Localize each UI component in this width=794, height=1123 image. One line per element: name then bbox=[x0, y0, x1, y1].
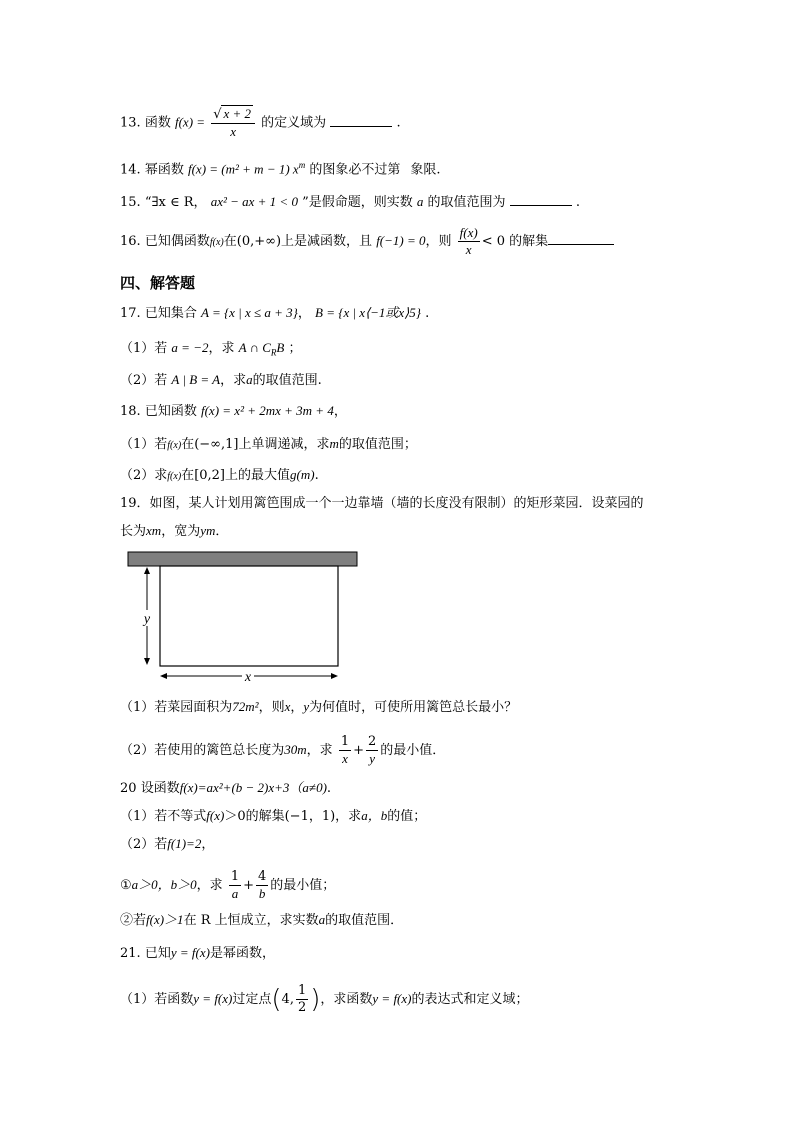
q17-p1-expression: A ∩ C bbox=[238, 340, 271, 355]
q13-denominator: x bbox=[230, 124, 236, 139]
part-label: （2）若使用的篱笆总长度为 bbox=[120, 743, 285, 758]
q18-p1-text-c: 的取值范围； bbox=[338, 437, 417, 452]
q17-p1-condition: a = −2 bbox=[171, 340, 209, 355]
question-number: 16. bbox=[120, 234, 141, 249]
q16-function: f(x) bbox=[209, 237, 224, 248]
question-number: 13. bbox=[120, 115, 141, 131]
part-label: （2）求 bbox=[120, 468, 168, 483]
numerator: 1 bbox=[297, 983, 307, 998]
q16-denominator: x bbox=[465, 242, 472, 257]
part-label: （2）若 bbox=[120, 373, 168, 388]
point-x: 4, bbox=[281, 992, 294, 1007]
q19-p2-text-c: 的最小值． bbox=[380, 743, 446, 758]
q20-end: . bbox=[326, 781, 332, 796]
numerator: 2 bbox=[368, 734, 377, 749]
question-18 bbox=[120, 401, 347, 422]
q20-p1-function: f(x) bbox=[206, 808, 225, 823]
q18-function: f(x) = x² + 2mx + 3m + 4 bbox=[200, 403, 334, 418]
denominator: 2 bbox=[297, 1000, 307, 1015]
q18-text-a: 已知函数 bbox=[144, 404, 197, 419]
q20-p1-vars: a，b bbox=[361, 808, 388, 823]
q16-fraction bbox=[458, 225, 480, 258]
q21-p1-text-c: 的表达式和定义域； bbox=[411, 992, 529, 1007]
q19-p2-text-b: ，求 bbox=[306, 743, 333, 758]
question-20-part-2a bbox=[120, 869, 335, 902]
q18-p2-text-a: 在 bbox=[181, 468, 195, 483]
q13-function: f(x) = bbox=[174, 114, 206, 130]
y-dimension-label: y bbox=[143, 612, 151, 627]
q17-p1-subscript: R bbox=[270, 347, 277, 358]
sqrt-symbol: √ bbox=[213, 107, 222, 122]
q17-sep: ， bbox=[297, 306, 311, 321]
question-21-part-1 bbox=[120, 983, 529, 1016]
answer-blank[interactable] bbox=[548, 230, 614, 245]
q19-p1-text-d: 为何值时，可使所用篱笆总长最小？ bbox=[309, 700, 518, 715]
question-number: 17. bbox=[120, 306, 141, 321]
q15-text-b: ”是假命题，则实数 bbox=[302, 195, 413, 210]
q21-p1-text-a: 过定点 bbox=[232, 992, 272, 1007]
q20-p2b-condition: f(x)＞1 bbox=[146, 912, 184, 927]
question-number: 18. bbox=[120, 404, 141, 419]
question-20 bbox=[120, 778, 331, 799]
q18-p2-g: g(m) bbox=[290, 467, 315, 482]
q20-p2-condition: f(1)=2 bbox=[167, 836, 202, 851]
q20-p2a-text-a: ，求 bbox=[196, 878, 223, 893]
arrow-down-icon bbox=[144, 658, 150, 665]
q17-text-a: 已知集合 bbox=[144, 306, 197, 321]
question-13 bbox=[120, 106, 401, 140]
q17-p1-expression-b: B bbox=[276, 340, 285, 355]
q20-p1-text-a: ＞0的解集(−1，1)，求 bbox=[224, 809, 362, 824]
q13-text-b: 的定义域为 bbox=[261, 115, 327, 131]
q16-interval: (0,+∞) bbox=[236, 234, 282, 249]
set-a: A = {x | x ≤ a + 3} bbox=[200, 305, 298, 320]
q18-p2-text-b: 上的最大值 bbox=[225, 468, 291, 483]
q19-fraction-1 bbox=[339, 734, 351, 767]
q15-expression: ax² − ax + 1 < 0 bbox=[210, 194, 298, 209]
q13-end: . bbox=[396, 115, 401, 131]
q15-text-c: 的取值范围为 bbox=[427, 195, 506, 210]
question-20-part-1 bbox=[120, 806, 426, 827]
denominator: b bbox=[258, 886, 266, 901]
denominator: x bbox=[342, 751, 348, 766]
q20-p2-end: ， bbox=[201, 837, 215, 852]
q18-p1-text-b: 上单调递减，求 bbox=[238, 437, 330, 452]
left-paren: ( bbox=[271, 984, 282, 1015]
q20-p2a-text-b: 的最小值； bbox=[270, 878, 336, 893]
q21-p1-expression: y = f(x) bbox=[193, 991, 233, 1006]
q20-p2b-text-a: 在 R 上恒成立，求实数 bbox=[183, 913, 319, 928]
q13-text-a: 函数 bbox=[144, 115, 171, 131]
q19-length: xm bbox=[146, 523, 162, 538]
question-number: 15. bbox=[120, 195, 141, 210]
question-19-line-2 bbox=[120, 521, 228, 542]
q18-p1-function: f(x) bbox=[167, 440, 182, 451]
right-paren: ) bbox=[310, 984, 321, 1015]
q20-p2b-text-b: 的取值范围． bbox=[325, 913, 404, 928]
question-19-line-1: 19．如图，某人计划用篱笆围成一个一边靠墙（墙的长度没有限制）的矩形菜园．设菜园的 bbox=[120, 496, 644, 511]
set-b: B = {x | x⟨−1或x⟩5} bbox=[315, 305, 421, 320]
question-17 bbox=[120, 303, 429, 324]
q16-condition: f(−1) = 0 bbox=[376, 233, 426, 248]
garden-figure bbox=[126, 548, 366, 686]
q17-p1-text-b: ，求 bbox=[208, 341, 235, 356]
question-20-part-2b bbox=[120, 910, 403, 931]
numerator: 1 bbox=[230, 869, 240, 884]
arrow-left-icon bbox=[160, 673, 167, 679]
q16-text-b: 在 bbox=[223, 234, 237, 249]
q18-p1-text-a: 在 bbox=[181, 437, 195, 452]
q19-text-b: ，宽为 bbox=[161, 524, 201, 539]
q19-p1-area: 72m² bbox=[232, 699, 259, 714]
question-number: 21. bbox=[120, 946, 141, 961]
sqrt-arg: x + 2 bbox=[223, 106, 252, 121]
question-20-part-2 bbox=[120, 834, 214, 855]
q20-p2a-condition: a＞0，b＞0 bbox=[131, 877, 197, 892]
q18-p2-interval: [0,2] bbox=[194, 468, 226, 483]
q21-text-b: 是幂函数， bbox=[209, 946, 275, 961]
part-label: （1）若 bbox=[120, 341, 168, 356]
q20-p1-text-b: 的值； bbox=[387, 809, 427, 824]
denominator: a bbox=[231, 886, 239, 901]
q21-p1-text-b: ，求函数 bbox=[320, 992, 373, 1007]
q14-exponent: m bbox=[298, 160, 306, 170]
q15-end: . bbox=[575, 195, 580, 210]
question-15 bbox=[120, 191, 580, 213]
arrow-right-icon bbox=[331, 673, 338, 679]
q17-p2-text-c: 的取值范围. bbox=[252, 373, 322, 388]
answer-gap[interactable] bbox=[400, 159, 410, 173]
question-17-part-1 bbox=[120, 338, 302, 363]
answer-blank[interactable] bbox=[510, 191, 572, 206]
question-18-part-1 bbox=[120, 434, 417, 456]
question-17-part-2 bbox=[120, 370, 322, 391]
question-18-part-2 bbox=[120, 465, 319, 487]
question-number: 20 bbox=[120, 781, 137, 796]
q17-end: . bbox=[425, 306, 430, 321]
garden-rectangle bbox=[160, 566, 338, 666]
q16-text-d: ，则 bbox=[425, 234, 452, 249]
q19-width: ym bbox=[200, 523, 216, 538]
q18-p2-end: . bbox=[314, 468, 319, 483]
part-label: ① bbox=[120, 878, 132, 893]
plus-sign: + bbox=[243, 878, 255, 893]
answer-blank[interactable] bbox=[330, 112, 392, 127]
part-label: （1）若菜园面积为 bbox=[120, 700, 233, 715]
q13-fraction bbox=[211, 106, 255, 140]
x-dimension-label: x bbox=[244, 670, 252, 685]
q17-p2-condition: A | B = A bbox=[171, 372, 221, 387]
q18-p1-var: m bbox=[329, 436, 339, 451]
q15-text-a: “∃x ∈ R， bbox=[144, 195, 207, 210]
part-label: （1）若函数 bbox=[120, 992, 194, 1007]
part-label: （1）若 bbox=[120, 437, 168, 452]
q19-text-a: 长为 bbox=[120, 524, 147, 539]
plus-sign: + bbox=[353, 743, 365, 758]
q19-p1-x: x bbox=[284, 699, 291, 714]
part-label: （1）若不等式 bbox=[120, 809, 207, 824]
q20-fraction-1 bbox=[229, 869, 241, 902]
q16-text-e: < 0 的解集 bbox=[481, 234, 549, 249]
q18-end: ， bbox=[333, 404, 347, 419]
q20-text-a: 设函数 bbox=[140, 781, 180, 796]
q21-expression: y = f(x) bbox=[170, 945, 210, 960]
q21-text-a: 已知 bbox=[144, 946, 171, 961]
part-label: （2）若 bbox=[120, 837, 168, 852]
q14-function: f(x) = (m² + m − 1) x bbox=[187, 161, 299, 177]
q14-text-c: 象限. bbox=[410, 162, 441, 178]
q20-fraction-2 bbox=[256, 869, 268, 902]
arrow-up-icon bbox=[144, 567, 150, 574]
q16-text-a: 已知偶函数 bbox=[144, 234, 210, 249]
q19-p1-text-b: ，则 bbox=[258, 700, 285, 715]
point-y-fraction bbox=[296, 983, 308, 1016]
q19-fraction-2 bbox=[366, 734, 378, 767]
q17-p2-text-b: ，求 bbox=[220, 373, 247, 388]
q18-p2-function: f(x) bbox=[167, 471, 182, 482]
q14-text-b: 的图象必不过第 bbox=[309, 162, 401, 178]
q14-text-a: 幂函数 bbox=[144, 162, 184, 178]
q16-text-c: 上是减函数，且 bbox=[281, 234, 373, 249]
question-16 bbox=[120, 225, 614, 258]
question-19-part-2 bbox=[120, 734, 445, 767]
q20-p2b-var: a bbox=[318, 912, 326, 927]
numerator: 1 bbox=[340, 734, 350, 749]
question-19-part-1 bbox=[120, 697, 517, 718]
q19-end: ． bbox=[215, 524, 229, 539]
q15-var: a bbox=[416, 194, 424, 209]
q16-numerator: f(x) bbox=[459, 225, 478, 240]
q17-p1-end: ； bbox=[288, 341, 302, 356]
section-heading: 四、解答题 bbox=[120, 274, 196, 292]
q18-p1-interval: (−∞,1] bbox=[194, 437, 239, 452]
numerator: 4 bbox=[258, 869, 267, 884]
q21-p1-expression-b: y = f(x) bbox=[372, 991, 412, 1006]
q19-p1-y: y bbox=[303, 699, 310, 714]
question-14 bbox=[120, 155, 441, 180]
q19-p2-length: 30m bbox=[284, 742, 307, 757]
q19-p1-text-c: ， bbox=[290, 700, 304, 715]
question-number: 14. bbox=[120, 162, 141, 178]
wall bbox=[128, 552, 357, 566]
question-21 bbox=[120, 943, 275, 964]
denominator: y bbox=[369, 751, 376, 766]
q17-p2-var: a bbox=[246, 372, 253, 387]
part-label: ②若 bbox=[120, 913, 147, 928]
q20-function: f(x)=ax²+(b − 2)x+3（a≠0) bbox=[179, 780, 327, 795]
